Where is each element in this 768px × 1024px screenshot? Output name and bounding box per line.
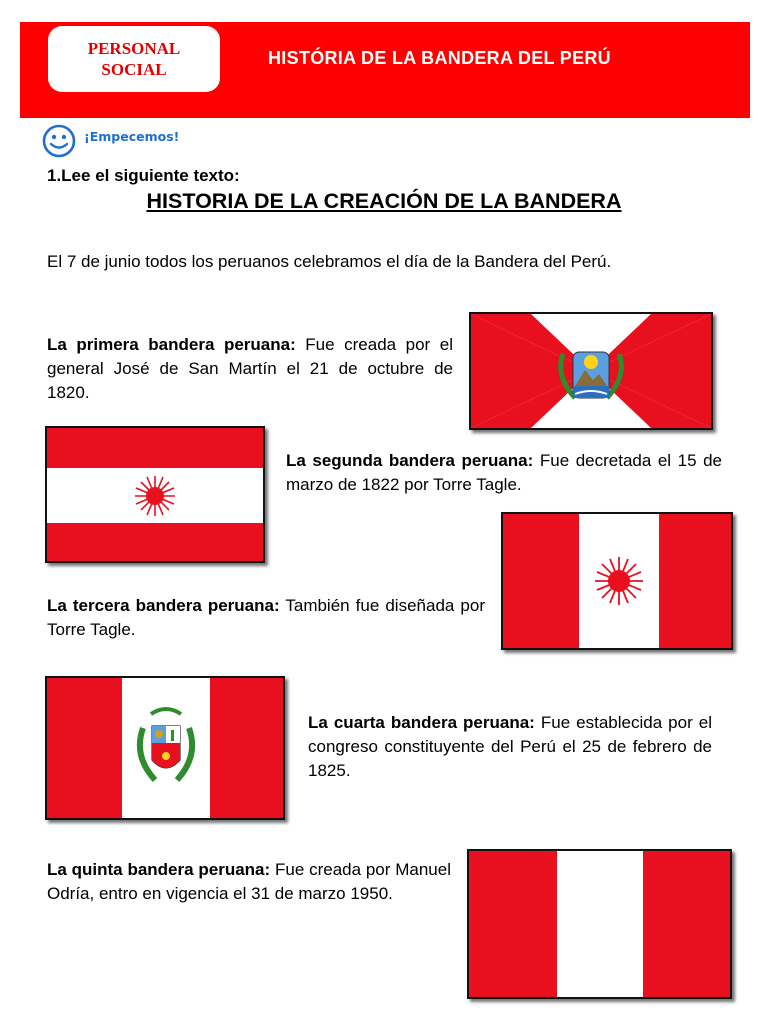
header-banner: [20, 22, 750, 118]
flag-4-label: La cuarta bandera peruana:: [308, 713, 535, 732]
flag-3-text: También fue diseñada por Torre Tagle.: [47, 596, 485, 639]
flag-1-label: La primera bandera peruana:: [47, 335, 296, 354]
instruction: 1.Lee el siguiente texto:: [47, 166, 240, 185]
subject-badge: [48, 26, 220, 92]
flag-3-label: La tercera bandera peruana:: [47, 596, 280, 615]
third-flag-image: [501, 512, 733, 650]
flag-5-text: Fue creada por Manuel Odría, entro en vigencia el 31 de marzo 1950.: [47, 860, 451, 903]
flag-2-label: La segunda bandera peruana:: [286, 451, 534, 470]
empecemos-badge: [42, 124, 179, 163]
page-title: HISTORIA DE LA CREACIÓN DE LA BANDERA: [146, 189, 622, 213]
flag-3-paragraph: [47, 594, 485, 642]
flag-4-paragraph: [308, 711, 712, 783]
empecemos-label: ¡Empecemos!: [84, 129, 180, 144]
first-flag-image: [469, 312, 713, 430]
fifth-flag-image: [467, 849, 732, 999]
flag-1-text: Fue creada por el general José de San Martín el 21 de octubre de 1820.: [47, 335, 453, 402]
second-flag-image: [45, 426, 265, 563]
flag-4-text: Fue establecida por el congreso constituyente del Perú el 25 de febrero de 1825.: [308, 713, 712, 780]
intro-paragraph: El 7 de junio todos los peruanos celebramos el día de la Bandera del Perú.: [47, 252, 612, 271]
flag-5-paragraph: [47, 858, 451, 906]
subject-line-1: PERSONAL: [87, 39, 181, 58]
flag-5-label: La quinta bandera peruana:: [47, 860, 271, 879]
fourth-flag-image: [45, 676, 285, 820]
subject-line-2: SOCIAL: [101, 60, 167, 79]
smiley-icon: [42, 124, 78, 163]
flag-2-text: Fue decretada el 15 de marzo de 1822 por Torre Tagle.: [286, 451, 722, 494]
flag-1-paragraph: [47, 333, 453, 405]
header-title: HISTÓRIA DE LA BANDERA DEL PERÚ: [268, 48, 611, 68]
flag-2-paragraph: [286, 449, 722, 497]
